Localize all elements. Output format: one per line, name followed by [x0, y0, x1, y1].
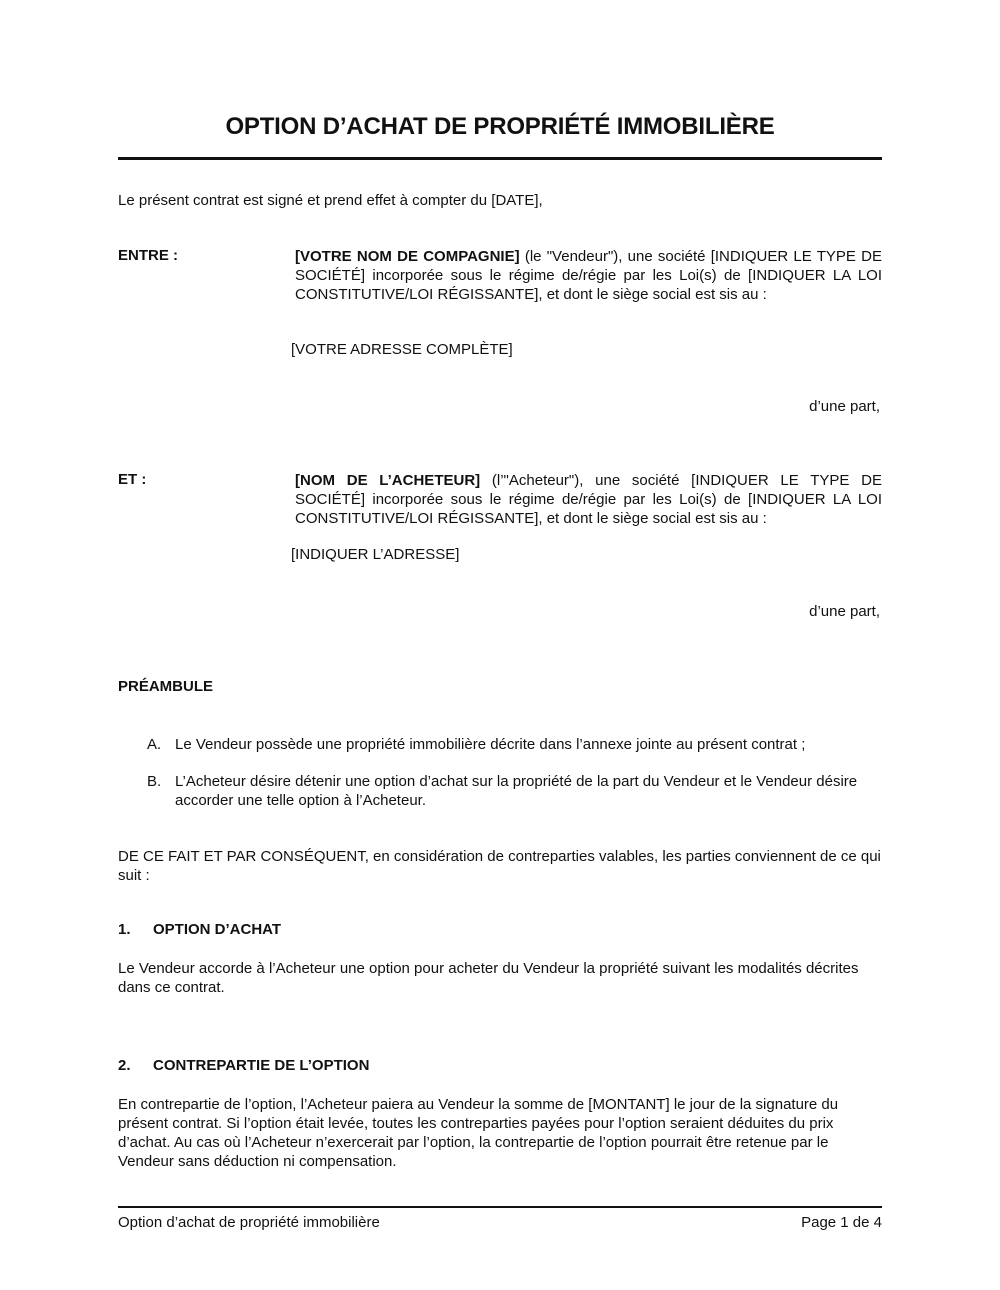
party-description-buyer — [295, 471, 882, 528]
page-number: Page 1 de 4 — [801, 1214, 882, 1231]
preamble-item — [147, 772, 882, 810]
preamble-heading: PRÉAMBULE — [118, 678, 214, 695]
party-label-seller: ENTRE : — [118, 247, 178, 264]
list-marker: A. — [147, 736, 162, 753]
seller-address: [VOTRE ADRESSE COMPLÈTE] — [291, 341, 513, 358]
section-number: 1. — [118, 921, 131, 938]
party-label-buyer: ET : — [118, 471, 147, 488]
section-title: OPTION D’ACHAT — [153, 921, 282, 938]
section-heading — [118, 1057, 369, 1074]
list-text: Le Vendeur possède une propriété immobilière décrite dans l’annexe jointe au présent contrat ; — [175, 736, 806, 753]
section-body: En contrepartie de l’option, l’Acheteur paiera au Vendeur la somme de [MONTANT] le jour de la signature du présent contrat. Si l’option était levée, toutes les contreparties payées pour l’option seraient déduites du prix d’achat. Au cas où l’Acheteur n’exercerait par l’option, la contrepartie de l’option pourrait être retenue par le Vendeur sans déduction ni compensation. — [118, 1096, 839, 1170]
buyer-address: [INDIQUER L’ADRESSE] — [291, 546, 460, 563]
seller-closing: d’une part, — [809, 398, 880, 415]
footer-divider — [118, 1206, 882, 1208]
section-heading — [118, 921, 281, 938]
seller-name: [VOTRE NOM DE COMPAGNIE] — [295, 248, 520, 265]
title-divider — [118, 157, 882, 160]
party-description-seller — [295, 247, 882, 304]
list-marker: B. — [147, 773, 162, 790]
document-title: OPTION D’ACHAT DE PROPRIÉTÉ IMMOBILIÈRE — [225, 113, 775, 140]
whereas-paragraph: DE CE FAIT ET PAR CONSÉQUENT, en considération de contreparties valables, les parties conviennent de ce qui suit : — [118, 848, 881, 884]
section-number: 2. — [118, 1057, 131, 1074]
preamble-item — [147, 735, 882, 754]
list-text: L’Acheteur désire détenir une option d’achat sur la propriété de la part du Vendeur et le Vendeur désire accorder une telle option à l’Acheteur. — [175, 773, 858, 809]
section-body: Le Vendeur accorde à l’Acheteur une option pour acheter du Vendeur la propriété suivant les modalités décrites dans ce contrat. — [118, 960, 859, 996]
buyer-text: (l’"Acheteur"), une société [INDIQUER LE TYPE DE SOCIÉTÉ] incorporée sous le régime de/régie par les Loi(s) de [INDIQUER LA LOI CONSTITUTIVE/LOI RÉGISSANTE], et dont le siège social est sis au : — [295, 472, 882, 527]
footer-title: Option d’achat de propriété immobilière — [118, 1214, 380, 1231]
buyer-name: [NOM DE L’ACHETEUR] — [295, 472, 481, 489]
section-title: CONTREPARTIE DE L’OPTION — [153, 1057, 370, 1074]
intro-paragraph: Le présent contrat est signé et prend effet à compter du [DATE], — [118, 192, 543, 209]
buyer-closing: d’une part, — [809, 603, 880, 620]
seller-text: (le "Vendeur"), une société [INDIQUER LE TYPE DE SOCIÉTÉ] incorporée sous le régime de/régie par les Loi(s) de [INDIQUER LA LOI CONSTITUTIVE/LOI RÉGISSANTE], et dont le siège social est sis au : — [295, 248, 882, 303]
